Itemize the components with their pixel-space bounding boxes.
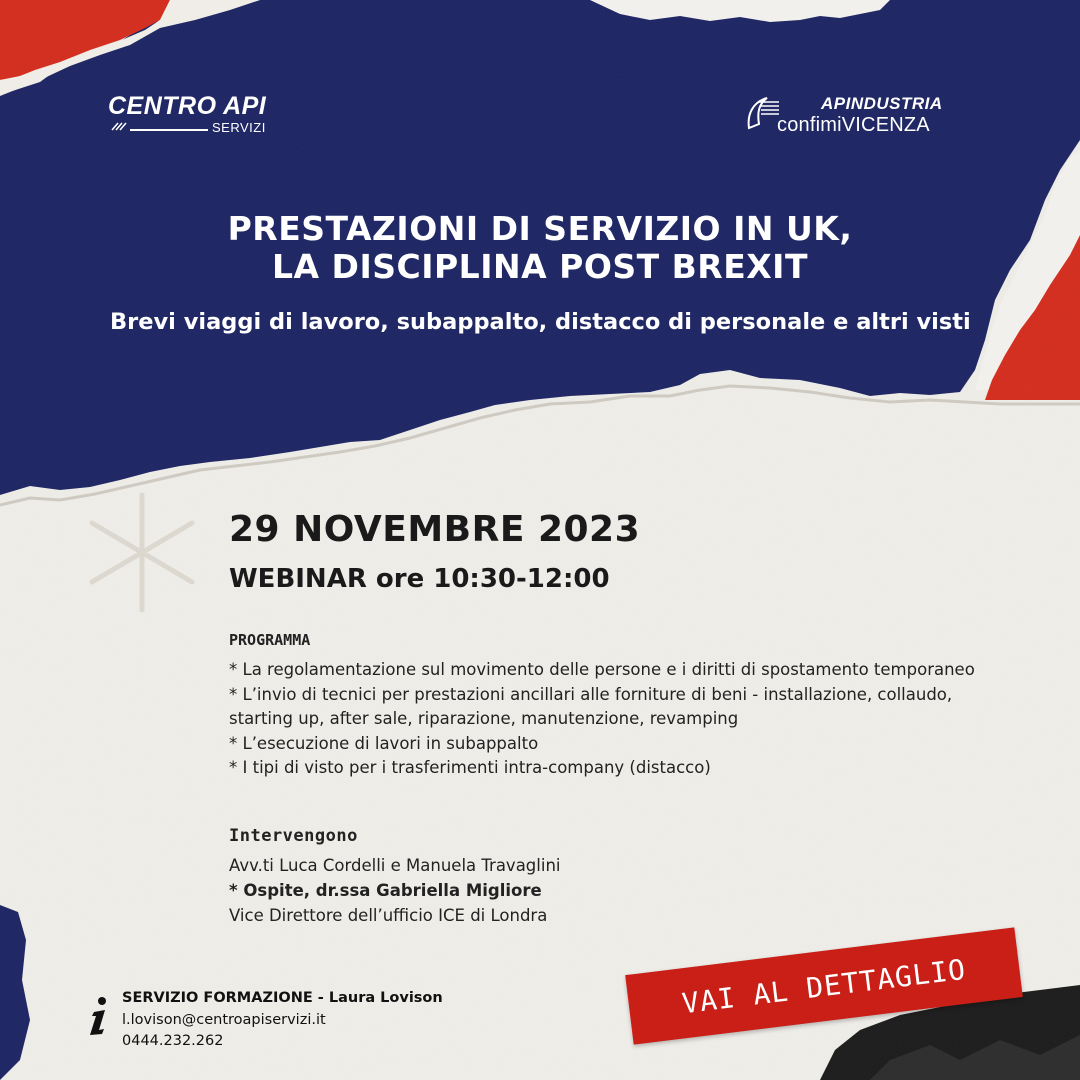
event-time: WEBINAR ore 10:30-12:00 [229, 564, 610, 594]
asterisk-icon [82, 490, 202, 615]
brand-wing-icon [745, 94, 779, 134]
contact-title: SERVIZIO FORMAZIONE - Laura Lovison [122, 990, 443, 1006]
details-button-label: VAI AL DETTAGLIO [680, 952, 968, 1020]
speakers-list [229, 853, 561, 928]
info-icon [86, 996, 112, 1036]
confimi-vicenza [777, 114, 930, 137]
program-list [229, 658, 1009, 781]
speakers-line: Avv.ti Luca Cordelli e Manuela Travaglini [229, 856, 561, 875]
title-line-2: LA DISCIPLINA POST BREXIT [272, 247, 808, 286]
contact-phone: 0444.232.262 [122, 1033, 224, 1049]
apindustria-logo [745, 94, 965, 138]
apindustria-name: APINDUSTRIA [821, 94, 943, 113]
centro-api-sub: SERVIZI [212, 120, 266, 135]
speakers-heading: Intervengono [229, 826, 358, 846]
event-date: 29 NOVEMBRE 2023 [229, 509, 641, 550]
guest-speaker: * Ospite, dr.ssa Gabriella Migliore [229, 881, 542, 900]
speed-lines-icon [110, 122, 210, 132]
program-heading: PROGRAMMA [229, 631, 311, 649]
page-title [100, 210, 980, 286]
title-line-1: PRESTAZIONI DI SERVIZIO IN UK, [227, 209, 853, 248]
centro-api-name: CENTRO API [108, 92, 267, 120]
vicenza-text: VICENZA [841, 114, 930, 136]
program-item: * I tipi di visto per i trasferimenti intra-company (distacco) [229, 758, 711, 777]
program-item: * L’invio di tecnici per prestazioni ancillari alle forniture di beni - installazione, collaudo, starting up, after sale, riparazione, manutenzione, revamping [229, 684, 953, 728]
confimi-text: confimi [777, 114, 842, 136]
guest-role: Vice Direttore dell’ufficio ICE di Londra [229, 906, 548, 925]
contact-email[interactable]: l.lovison@centroapiservizi.it [122, 1011, 326, 1028]
subtitle: Brevi viaggi di lavoro, subappalto, distacco di personale e altri visti [110, 309, 971, 335]
centro-api-logo [108, 92, 288, 140]
program-item: * La regolamentazione sul movimento delle persone e i diritti di spostamento temporaneo [229, 660, 975, 679]
contact-block [122, 988, 443, 1053]
program-item: * L’esecuzione di lavori in subappalto [229, 733, 539, 753]
